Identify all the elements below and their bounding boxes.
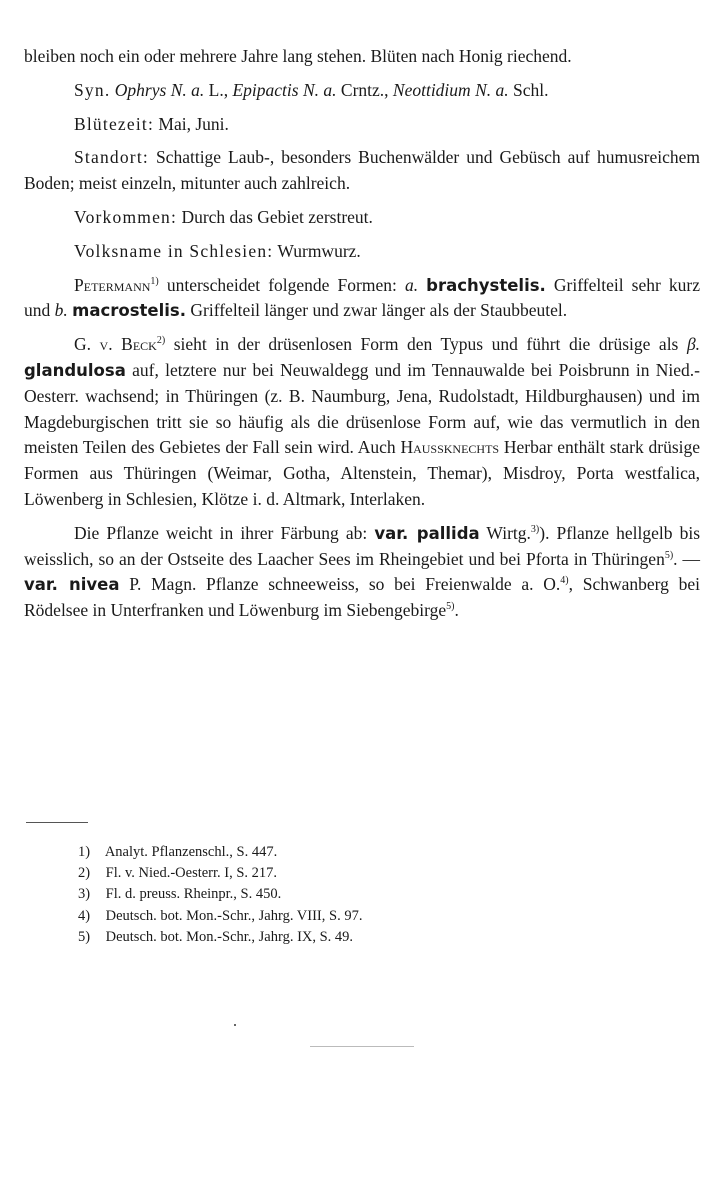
syn-abbr-1: N. a. (170, 79, 205, 100)
syn-genus-3: Neottidium (392, 79, 471, 100)
paragraph-vorkommen (24, 205, 700, 231)
intro-text: bleiben noch ein oder mehrere Jahre lang stehen. Blüten nach Honig riechend. (24, 46, 572, 66)
paragraph-intro (24, 44, 700, 70)
syn-abbr-3: N. a. (475, 79, 509, 100)
paragraph-bluetezeit (24, 112, 700, 138)
footnote-text: Fl. d. preuss. Rheinpr., S. 450. (105, 886, 282, 903)
beck-text-3: Herbar enthält stark drüsige Formen aus Thüringen (Weimar, Gotha, Altenstein, Themar), Misdroy, Porta westfalica, Löwenberg in Schlesien, Klötze i. d. Altmark, Interlaken. (24, 437, 701, 509)
pflanze-text-2: . Pflanze hellgelb bis weisslich, so an der Ostseite des Laacher Sees im Rheingebiet und bei Pforta in Thüringen (24, 522, 701, 569)
footnotes (78, 842, 362, 948)
footnote-text: Analyt. Pflanzenschl., S. 447. (104, 844, 278, 860)
footnote-ref-5b: 5) (446, 601, 455, 613)
footnote-ref-2: 2) (156, 335, 166, 347)
footnote-ref-5a: 5) (664, 549, 674, 561)
bluetezeit-text: Mai, Juni. (158, 113, 229, 134)
footnote-number: 3) (78, 886, 91, 903)
footnote-ref-1: 1) (150, 275, 159, 287)
footnote-text: Fl. v. Nied.-Oesterr. I, S. 217. (105, 865, 278, 882)
print-speck (234, 1024, 236, 1026)
form-macrostelis: macrostelis. (72, 301, 187, 321)
form-letter-b: b. (54, 300, 68, 321)
syn-label: Syn. (74, 79, 111, 100)
form-letter-a: a. (404, 274, 419, 295)
petermann-text-2: Griffelteil sehr kurz und (24, 274, 701, 321)
bluetezeit-label: Blütezeit: (74, 113, 155, 134)
vorkommen-label: Vorkommen: (74, 206, 178, 227)
footnote-item (78, 863, 362, 884)
pallida-author: Wirtg. (486, 522, 531, 543)
pflanze-text-3: . — (673, 548, 700, 569)
vorkommen-text: Durch das Gebiet zerstreut. (181, 206, 373, 227)
beck-text-2: auf, letztere nur bei Neuwaldegg und im Tennauwalde bei Poisbrunn in Nied.-Oesterr. wachsend; in Thüringen (z. B. Naumburg, Jena, Rudolstadt, Hildburghausen) und im Magdeburgischen tritt sie so häufig als die drüsenlose Form auf, wie das vermutlich in den meisten Teilen des Gebietes der Fall sein wird. Auch (24, 359, 700, 458)
volksname-text: Wurmwurz. (277, 240, 361, 261)
petermann-text-1: unterscheidet folgende Formen: (166, 274, 397, 295)
paragraph-standort (24, 145, 700, 197)
footnote-number: 5) (78, 928, 91, 945)
footnote-item (78, 906, 362, 927)
var-nivea: var. nivea (24, 575, 120, 595)
pflanze-text-4: Pflanze schneeweiss, so bei Freienwalde a. O. (206, 574, 561, 595)
page-body (24, 44, 700, 632)
volksname-label: Volksname in Schlesien: (74, 240, 274, 261)
footnote-item (78, 884, 362, 905)
pflanze-text-6: . (454, 600, 459, 621)
pflanze-text-5: , Schwanberg bei Rödelsee in Unterfranken und Löwenburg im Siebengebirge (24, 574, 700, 621)
paragraph-synonyms (24, 78, 700, 104)
form-glandulosa: glandulosa (24, 360, 126, 380)
standort-text: Schattige Laub-, besonders Buchenwälder und Gebüsch auf humusreichem Boden; meist einzeln, mitunter auch zahlreich. (24, 147, 701, 194)
syn-genus-1: Ophrys (114, 79, 167, 100)
syn-author-1: L., (208, 79, 229, 100)
author-petermann: Petermann (74, 274, 151, 295)
author-haussknecht: Haussknechts (400, 437, 500, 458)
var-pallida: var. pallida (374, 523, 480, 543)
footnote-divider (26, 822, 88, 823)
footnote-text: Deutsch. bot. Mon.-Schr., Jahrg. IX, S. 49. (105, 928, 354, 945)
form-brachystelis: brachystelis. (426, 275, 546, 295)
footnote-number: 4) (78, 907, 91, 924)
pflanze-text-1: Die Pflanze weicht in ihrer Färbung ab: (74, 522, 368, 543)
paragraph-volksname (24, 239, 700, 265)
paragraph-petermann (24, 273, 700, 325)
nivea-author: P. Magn. (129, 574, 197, 595)
petermann-text-3: Griffelteil länger und zwar länger als der Staubbeutel. (190, 300, 568, 321)
print-mark-line (310, 1046, 414, 1047)
paragraph-beck (24, 332, 700, 513)
standort-label: Standort: (74, 147, 149, 168)
syn-genus-2: Epipactis (232, 79, 299, 100)
syn-abbr-2: N. a. (302, 79, 337, 100)
syn-author-3: Schl. (513, 79, 549, 100)
footnote-number: 2) (78, 865, 91, 882)
paragraph-faerbung: Die Pflanze weicht in ihrer Färbung ab: var. pallida Wirtg.$^{3)}$). Pflanze hellgelb bis weisslich, so an der Ostseite des Laacher Sees im Rheingebiet und bei Pforta in Thüringen$^{5)}$. — var. nivea P. Magn. Pflanze schneeweiss, so bei Freienwalde a. O.$^{4)}$, Schwanberg bei Rödelsee in Unterfranken und Löwenburg im Siebengebirge$^{5)}$. (24, 522, 701, 621)
footnote-ref-3: 3) (530, 523, 540, 535)
footnote-number: 1) (78, 844, 91, 860)
footnote-ref-4: 4) (560, 575, 569, 587)
footnote-text: Deutsch. bot. Mon.-Schr., Jahrg. VIII, S. 97. (105, 907, 363, 924)
footnote-item (78, 842, 362, 863)
form-letter-beta: β. (686, 334, 701, 355)
beck-text-1: sieht in der drüsenlosen Form den Typus und führt die drüsige als (173, 334, 679, 355)
footnote-item (78, 927, 362, 948)
author-beck: G. v. Beck (74, 334, 157, 355)
syn-author-2: Crntz., (340, 79, 389, 100)
